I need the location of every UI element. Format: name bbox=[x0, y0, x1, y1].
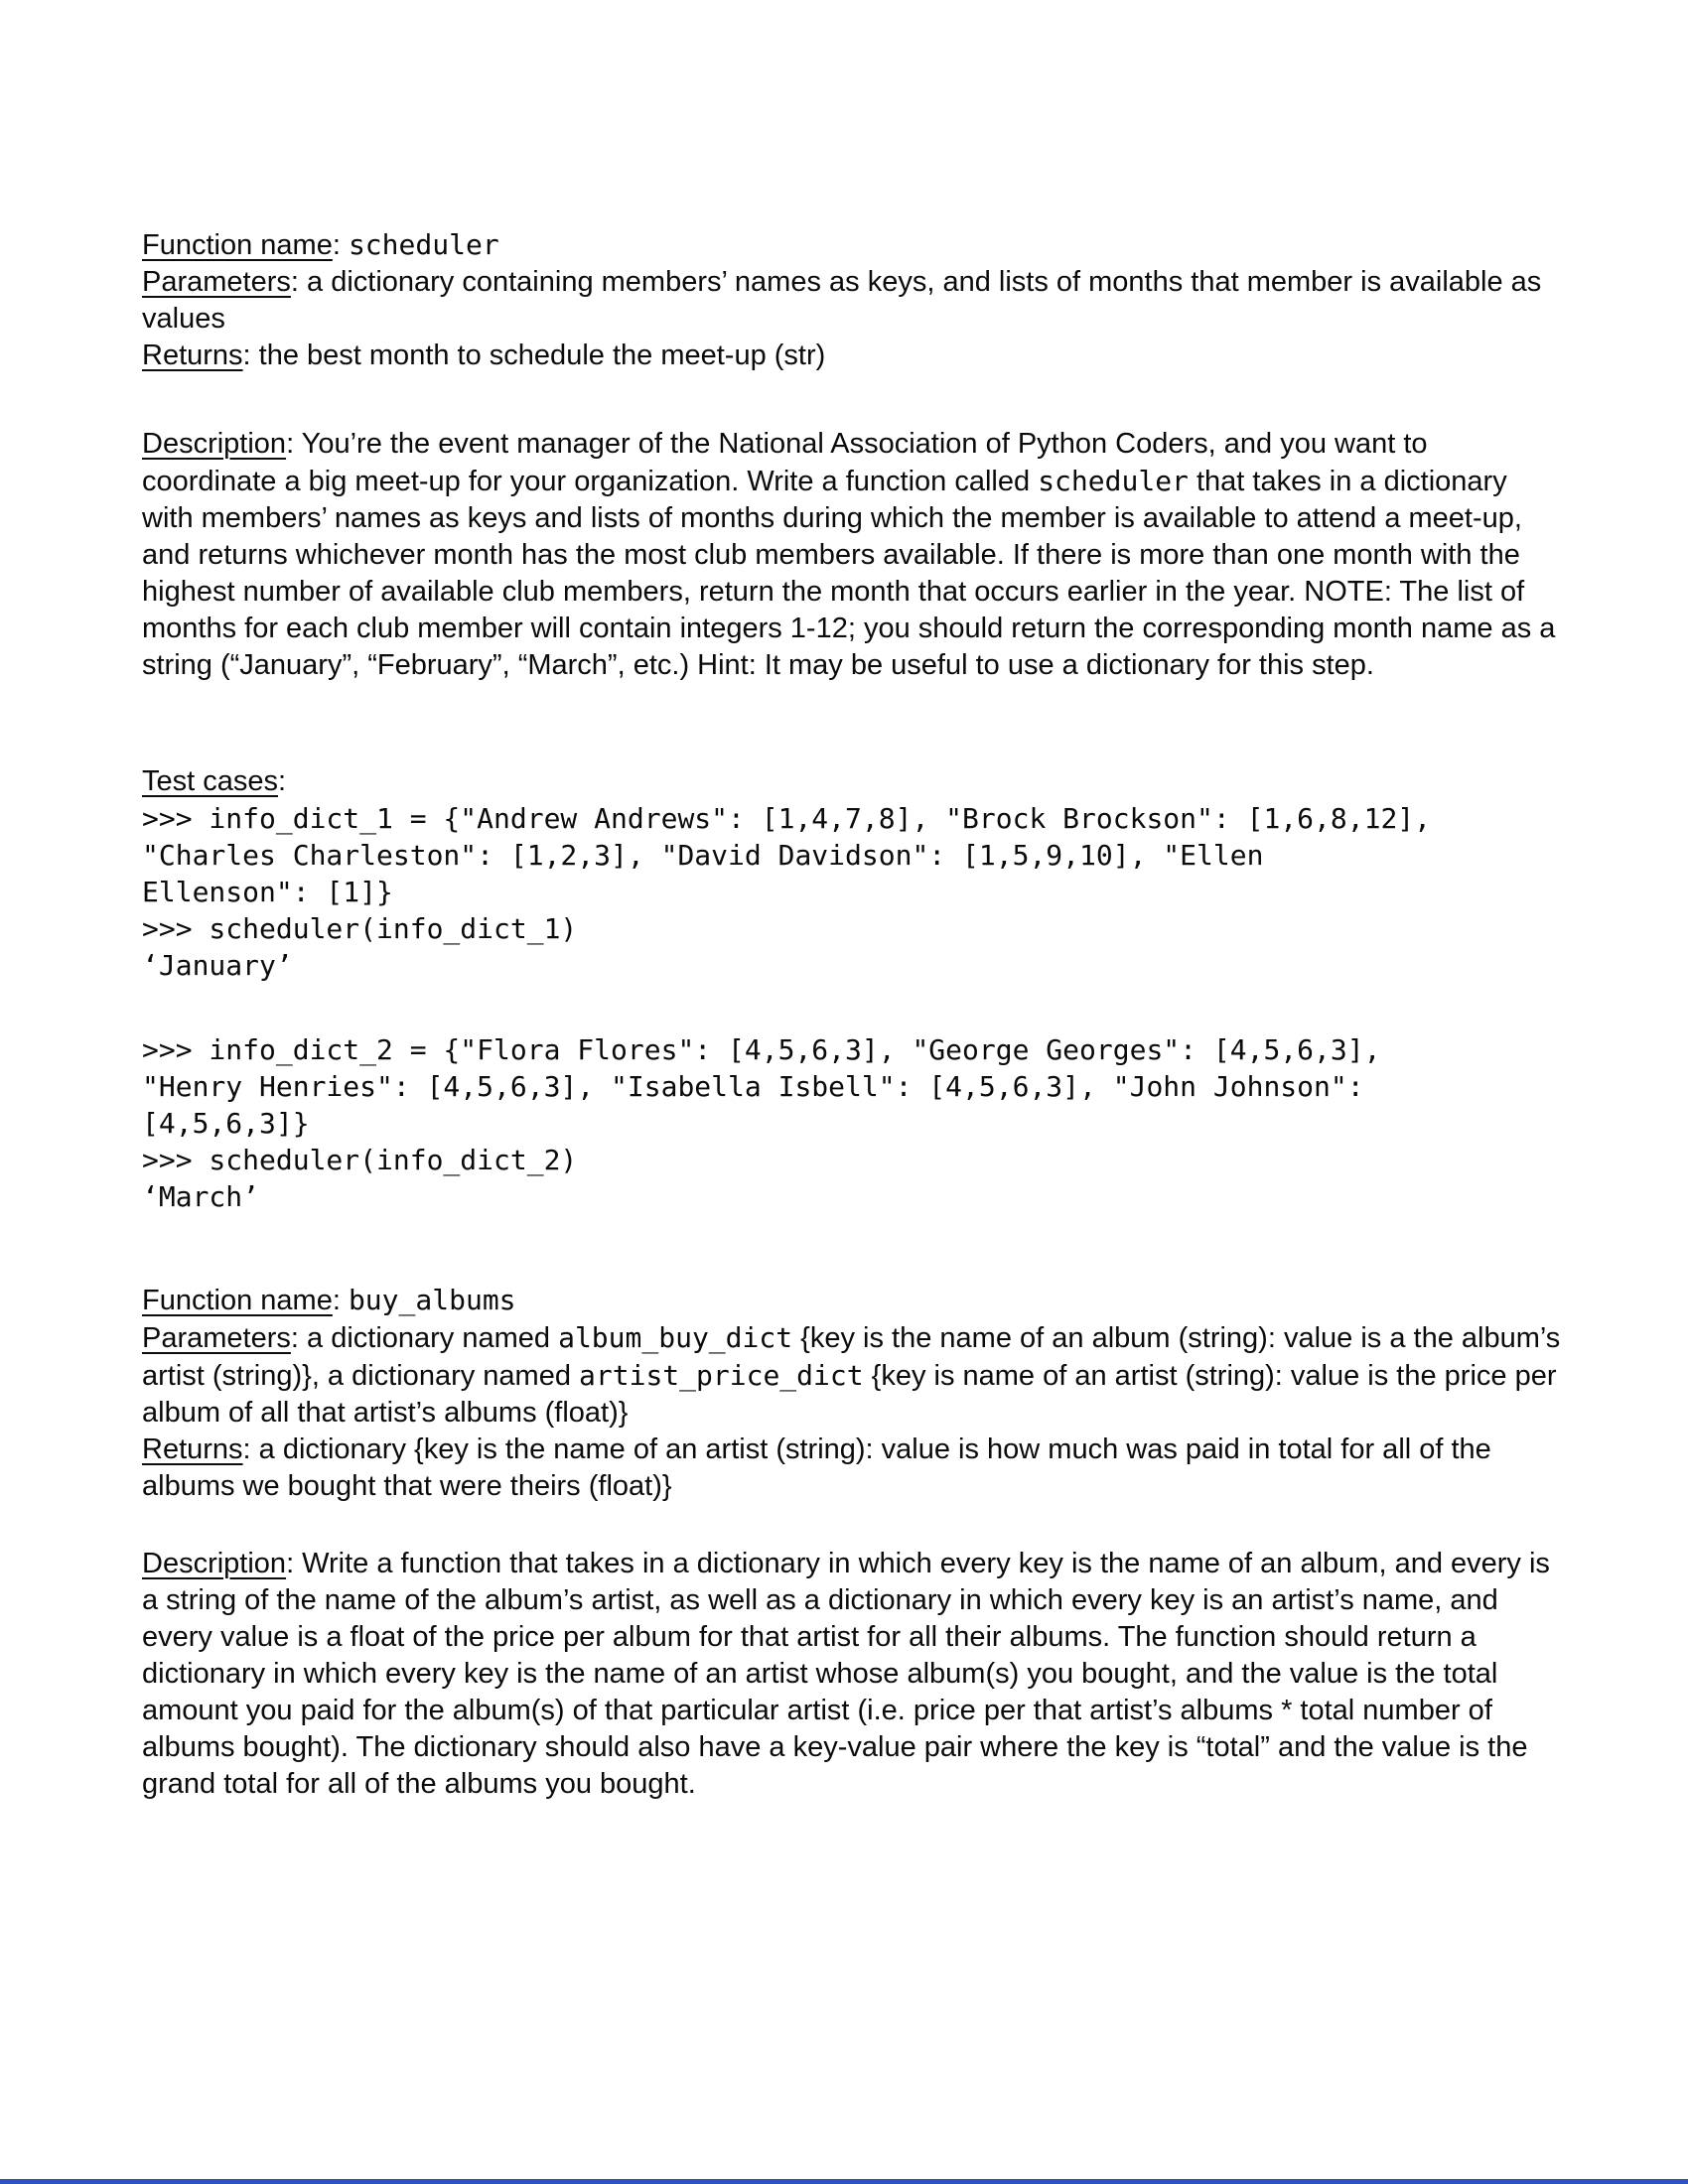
code-line: "Charles Charleston": [1,2,3], "David Davidson": [1,5,9,10], "Ellen bbox=[142, 839, 1264, 872]
function-name-label: Function name bbox=[142, 1285, 333, 1316]
section-buy-albums-description bbox=[142, 1546, 1564, 1803]
section-buy-albums-header bbox=[142, 1282, 1564, 1505]
description-text-before-code: : You’re the event manager of the National Association of Python Coders, and you want to coordinate a big meet-up for your organization. Write a function called bbox=[142, 428, 1428, 497]
test-cases-line bbox=[142, 763, 1564, 800]
function-name-value: scheduler bbox=[348, 228, 499, 261]
returns-text: : a dictionary {key is the name of an artist (string): value is how much was paid in total for all of the albums we bought that were theirs (float)} bbox=[142, 1433, 1491, 1502]
page-bottom-divider bbox=[0, 2179, 1688, 2184]
code-line: ‘January’ bbox=[142, 949, 293, 982]
code-line: >>> info_dict_2 = {"Flora Flores": [4,5,6,3], "George Georges": [4,5,6,3], bbox=[142, 1033, 1381, 1066]
code-line: >>> scheduler(info_dict_1) bbox=[142, 912, 578, 945]
returns-label: Returns bbox=[142, 1433, 243, 1465]
description-inline-code: scheduler bbox=[1038, 465, 1189, 497]
test-cases-block-2 bbox=[142, 1031, 1564, 1215]
function-name-separator: : bbox=[332, 1285, 349, 1316]
code-line: "Henry Henries": [4,5,6,3], "Isabella Isbell": [4,5,6,3], "John Johnson": bbox=[142, 1070, 1364, 1103]
returns-label: Returns bbox=[142, 340, 243, 371]
section-scheduler-header bbox=[142, 226, 1564, 374]
code-line: >>> scheduler(info_dict_2) bbox=[142, 1144, 578, 1176]
parameters-inline-code-1: album_buy_dict bbox=[558, 1321, 793, 1354]
function-name-line bbox=[142, 1282, 1564, 1319]
function-name-line bbox=[142, 226, 1564, 264]
description-label: Description bbox=[142, 428, 287, 460]
function-name-separator: : bbox=[332, 229, 349, 261]
parameters-text-2: {key is the name of an album (string): value is a the album’s artist (string)}, a dictionary named bbox=[142, 1322, 1561, 1392]
parameters-line bbox=[142, 264, 1564, 338]
parameters-text: : a dictionary containing members’ names as keys, and lists of months that member is available as values bbox=[142, 266, 1542, 335]
parameters-label: Parameters bbox=[142, 1322, 291, 1354]
description-text-after-code: that takes in a dictionary with members’ names as keys and lists of months during which the member is available to attend a meet-up, and returns whichever month has the most club members available. If there is more than one month with the highest number of available club members, return the month that occurs earlier in the year. NOTE: The list of months for each club member will contain integers 1-12; you should return the corresponding month name as a string (“January”, “February”, “March”, etc.) Hint: It may be useful to use a dictionary for this step. bbox=[142, 466, 1556, 681]
description-paragraph bbox=[142, 1546, 1564, 1803]
returns-text: : the best month to schedule the meet-up (str) bbox=[242, 340, 826, 371]
parameters-inline-code-2: artist_price_dict bbox=[579, 1359, 864, 1392]
code-line: >>> info_dict_1 = {"Andrew Andrews": [1,4,7,8], "Brock Brockson": [1,6,8,12], bbox=[142, 802, 1432, 835]
code-line: ‘March’ bbox=[142, 1180, 260, 1213]
function-name-value: buy_albums bbox=[348, 1284, 516, 1316]
document-content bbox=[142, 226, 1564, 1803]
description-text: : Write a function that takes in a dictionary in which every key is the name of an album, and every is a string of the name of the album’s artist, as well as a dictionary in which every key is an artist’s name, and every value is a float of the price per album for that artist for all their albums. The function should return a dictionary in which every key is the name of an artist whose album(s) you bought, and the value is the total amount you paid for the album(s) of that particular artist (i.e. price per that artist’s albums * total number of albums bought). The dictionary should also have a key-value pair where the key is “total” and the value is the grand total for all of the albums you bought. bbox=[142, 1548, 1550, 1800]
code-line: [4,5,6,3]} bbox=[142, 1107, 310, 1140]
returns-line bbox=[142, 1432, 1564, 1505]
test-cases-label: Test cases bbox=[142, 765, 278, 797]
parameters-text-3: {key is name of an artist (string): value is the price per album of all that artist’s albums (float)} bbox=[142, 1360, 1557, 1429]
section-scheduler-description bbox=[142, 426, 1564, 684]
returns-line bbox=[142, 338, 1564, 374]
description-paragraph bbox=[142, 426, 1564, 684]
parameters-text-1: : a dictionary named bbox=[290, 1322, 559, 1354]
code-line: Ellenson": [1]} bbox=[142, 876, 393, 908]
function-name-label: Function name bbox=[142, 229, 333, 261]
test-cases-colon: : bbox=[278, 765, 287, 797]
parameters-label: Parameters bbox=[142, 266, 291, 298]
test-cases-block-1 bbox=[142, 763, 1564, 984]
parameters-line bbox=[142, 1319, 1564, 1432]
description-label: Description bbox=[142, 1548, 287, 1579]
